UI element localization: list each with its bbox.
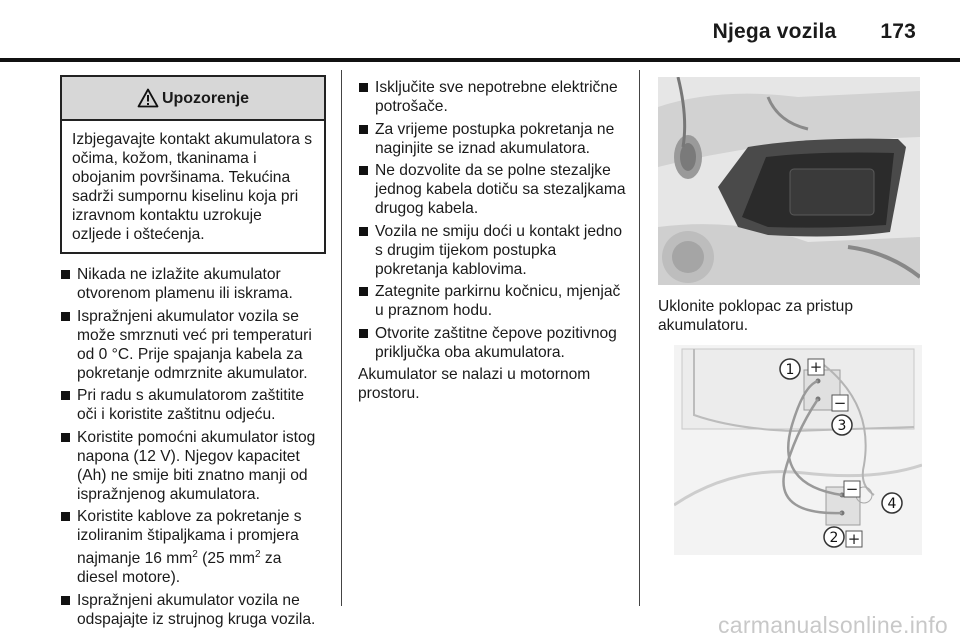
page-header	[500, 14, 916, 50]
warning-triangle-icon	[137, 88, 159, 108]
list-item: Isključite sve nepotrebne električne potrošače.	[358, 78, 630, 116]
list-item: Pri radu s akumulatorom zaštitite oči i koristite zaštitnu odjeću.	[60, 386, 326, 424]
minus-sign-1: −	[833, 394, 847, 412]
list-item: Ispražnjeni akumulator vozila se može smrznuti već pri temperaturi od 0 °C. Prije spajanja kabela za pokretanje odmrznite akumulator.	[60, 307, 326, 383]
list-item: Nikada ne izlažite akumulator otvorenom plamenu ili iskrama.	[60, 265, 326, 303]
battery-location-text: Akumulator se nalazi u motornom prostoru.	[358, 366, 591, 402]
column-divider-right	[639, 70, 640, 606]
warning-title: Upozorenje	[161, 89, 250, 107]
watermark: carmanualsonline.info	[717, 612, 948, 638]
column-middle	[358, 78, 630, 403]
page-title: Njega vozila	[712, 20, 837, 43]
procedure-list	[358, 78, 630, 362]
list-item: Vozila ne smiju doći u kontakt jedno s drugim tijekom postupka pokretanja kablovima.	[358, 222, 630, 279]
jump-start-diagram	[674, 345, 922, 555]
list-item: Ne dozvolite da se polne stezaljke jednog kabela dotiču sa stezaljkama drugog kabela.	[358, 161, 630, 218]
page-number: 173	[880, 20, 916, 43]
callout-3: 3	[837, 418, 847, 434]
column-divider-left	[341, 70, 342, 606]
header-rule	[0, 58, 960, 62]
list-item: Zategnite parkirnu kočnicu, mjenjač u praznom hodu.	[358, 282, 630, 320]
cable-text-end: za diesel motore).	[77, 550, 282, 587]
list-item: Koristite pomoćni akumulator istog napona (12 V). Njegov kapacitet (Ah) ne smije biti znatno manji od ispražnjenog akumulatora.	[60, 428, 326, 504]
superscript: 2	[192, 549, 198, 560]
list-item: Otvorite zaštitne čepove pozitivnog priključka oba akumulatora.	[358, 324, 630, 362]
warning-header	[62, 77, 324, 121]
photo-caption: Uklonite poklopac za pristup akumulatoru.	[658, 298, 854, 334]
warning-text: Izbjegavajte kontakt akumulatora s očima, kožom, tkaninama i obojanim površinama. Tekućina sadrži sumpornu kiselinu koja pri izravnom kontaktu uzrokuje ozljede i oštećenja.	[72, 131, 313, 243]
list-item: Za vrijeme postupka pokretanja ne naginjite se iznad akumulatora.	[358, 120, 630, 158]
cable-text-mid: (25 mm	[197, 550, 256, 568]
callout-4: 4	[887, 496, 897, 512]
plus-sign-2: +	[847, 530, 861, 548]
safety-list	[60, 265, 326, 629]
column-left	[60, 75, 326, 632]
battery-cover-photo	[658, 77, 920, 285]
callout-2: 2	[829, 530, 839, 546]
list-item-cable	[60, 507, 326, 587]
list-item: Ispražnjeni akumulator vozila ne odspajajte iz strujnog kruga vozila.	[60, 591, 326, 629]
plus-sign-1: +	[809, 358, 823, 376]
minus-sign-2: −	[845, 480, 859, 498]
warning-box	[60, 75, 326, 254]
column-right	[658, 77, 920, 555]
cable-text: Koristite kablove za pokretanje s izoliranim štipaljkama i promjera najmanje 16 mm	[77, 508, 302, 568]
superscript: 2	[255, 549, 261, 560]
callout-1: 1	[785, 362, 795, 378]
